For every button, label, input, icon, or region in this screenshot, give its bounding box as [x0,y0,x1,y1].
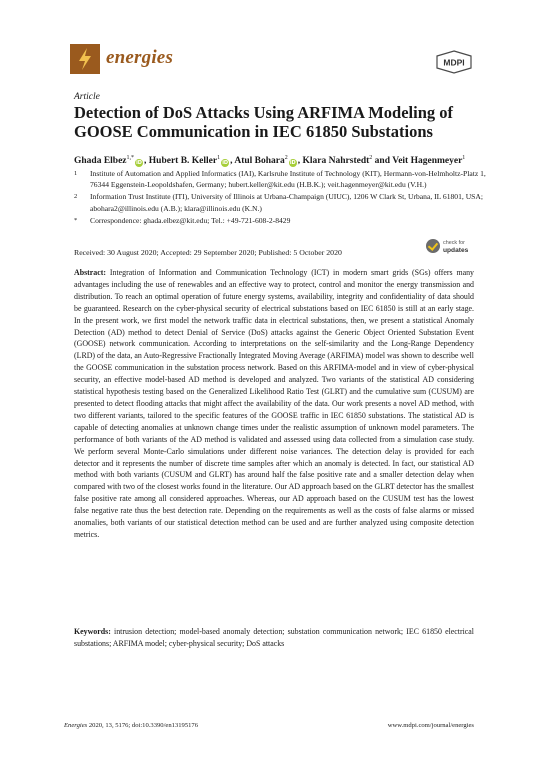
check-updates-line2: updates [443,247,469,254]
affiliation-mark: 2 [74,193,78,201]
lightning-icon [70,44,100,74]
affiliation-item [74,168,494,190]
publication-dates: Received: 30 August 2020; Accepted: 29 September 2020; Published: 5 October 2020 [74,248,342,257]
mdpi-logo [434,50,474,74]
orcid-icon[interactable]: iD [289,160,296,167]
orcid-icon[interactable]: iD [222,160,229,167]
author-name[interactable]: Veit Hagenmeyer [392,156,463,167]
affiliation-text: Institute of Automation and Applied Informatics (IAI), Karlsruhe Institute of Technology (KIT), Hermann-von-Helmholtz-Platz 1, 76344 Eggenstein-Leopoldshafen, Germany; hubert.keller@kit.edu (H.B.K.); veit.hagenmeyer@kit.edu (V.H.) [90,169,486,190]
footer-citation-text: 2020, 13, 5176; doi:10.3390/en13195176 [88,722,199,729]
author-affiliation-mark: 2 [284,155,288,161]
keywords-label: Keywords: [74,627,111,636]
correspondence-text: Correspondence: ghada.elbez@kit.edu; Tel.: +49-721-608-2-8429 [90,215,291,225]
correspondence-item [74,215,494,226]
author-name[interactable]: Atul Bohara [234,156,285,167]
abstract-label: Abstract: [74,268,106,277]
paper-title: Detection of DoS Attacks Using ARFIMA Modeling of GOOSE Communication in IEC 61850 Substations [74,103,454,141]
footer-url[interactable]: www.mdpi.com/journal/energies [387,722,474,729]
article-type: Article [74,92,100,102]
author-name[interactable]: Klara Nahrstedt [302,156,370,167]
journal-logo [70,44,100,74]
affiliation-text: Information Trust Institute (ITI), University of Illinois at Urbana-Champaign (UIUC), 1206 W Clark St, Urbana, IL 61801, USA; abohara2@illinois.edu (A.B.); klara@illinois.edu (K.N.) [90,192,483,213]
affiliations [74,168,494,227]
author-affiliation-mark: 1 [462,155,466,161]
abstract-text: Integration of Information and Communication Technology (ICT) in modern smart grids (SGs) offers many advantages including the use of renewables and an effective way to protect, control and monitor the energy transmission and distribution. To reach an optimal operation of future energy systems, availability, integrity and confidentiality of data should be guaranteed. Research on the cyber-physical security of electrical substations based on IEC 61850 is still at an early stage. In the present work, we first model the network traffic data in electrical substations, then, we present a statistical Anomaly Detection (AD) method to detect Denial of Service (DoS) attacks against the Generic Object Oriented Substation Event (GOOSE) network communication. According to interpretations on the self-similarity and the Long-Range Dependency (LRD) of the data, an Auto-Regressive Fractionally Integrated Moving Average (ARFIMA) model was shown to describe well the GOOSE communication in the substation process network. Based on this ARFIMA-model and in view of cyber-physical security, an effective model-based AD method is developed and analyzed. Two variants of the statistical AD considering statistical hypothesis testing based on the Generalized Likelihood Ratio Test (GLRT) and the cumulative sum (CUSUM) are presented to detect flooding attacks that might affect the availability of the data. Our work presents a novel AD method, with two different variants, tailored to the specific features of the GOOSE traffic in IEC 61850 substations. The statistical AD is capable of detecting anomalies at unknown change times under the realistic assumption of unknown model parameters. The performance of both variants of the AD method is validated and assessed using data collected from a simulation case study. We perform several Monte-Carlo simulations under different noise variances. The detection delay is provided for each detector and it represents the number of discrete time samples after which an anomaly is detected. In fact, our statistical AD method with both variants (CUSUM and GLRT) has around half the false positive rate and a smaller detection delay when compared with two of the closest works found in the literature. Our AD approach based on the GLRT detector has the smallest false positive rate among all considered approaches. Whereas, our AD approach based on the CUSUM test has the lowest false negative rate thus the best detection rate. Depending on the requirements as well as the costs of false alarms or missed anomalies, both variants of our statistical detection method can be used and are further analyzed using composite detection metrics. [74,268,474,539]
author-affiliation-mark: 1 [217,155,221,161]
footer-journal: Energies [64,722,88,729]
affiliation-mark: 1 [74,170,78,177]
check-updates-icon [426,239,440,253]
mdpi-logo-label: MDPI [443,57,465,68]
affiliation-mark: * [74,216,78,224]
affiliation-item [74,191,494,213]
mdpi-hex-icon [434,50,474,74]
author-name[interactable]: Hubert B. Keller [148,156,218,167]
check-for-updates-button[interactable] [426,237,474,259]
author-name[interactable]: Ghada Elbez [74,156,127,167]
abstract [74,267,474,541]
author-affiliation-mark: 1,* [126,155,135,161]
author-affiliation-mark: 2 [369,155,373,161]
check-updates-line1: check for [443,240,465,246]
journal-name: energies [106,47,174,68]
keywords [74,626,474,650]
footer-citation [64,722,198,729]
orcid-icon[interactable]: iD [136,160,142,167]
keywords-text: intrusion detection; model-based anomaly detection; substation communication network; IEC 61850 electrical substations; ARFIMA model; cyber-physical security; DoS attacks [74,627,474,648]
author-list: Ghada Elbez$^{1,*}$iD , Hubert B. Keller$^1$iD , Atul Bohara$^2$iD , Klara Nahrstedt$^2$ and Veit Hagenmeyer$^1$ [74,155,466,167]
